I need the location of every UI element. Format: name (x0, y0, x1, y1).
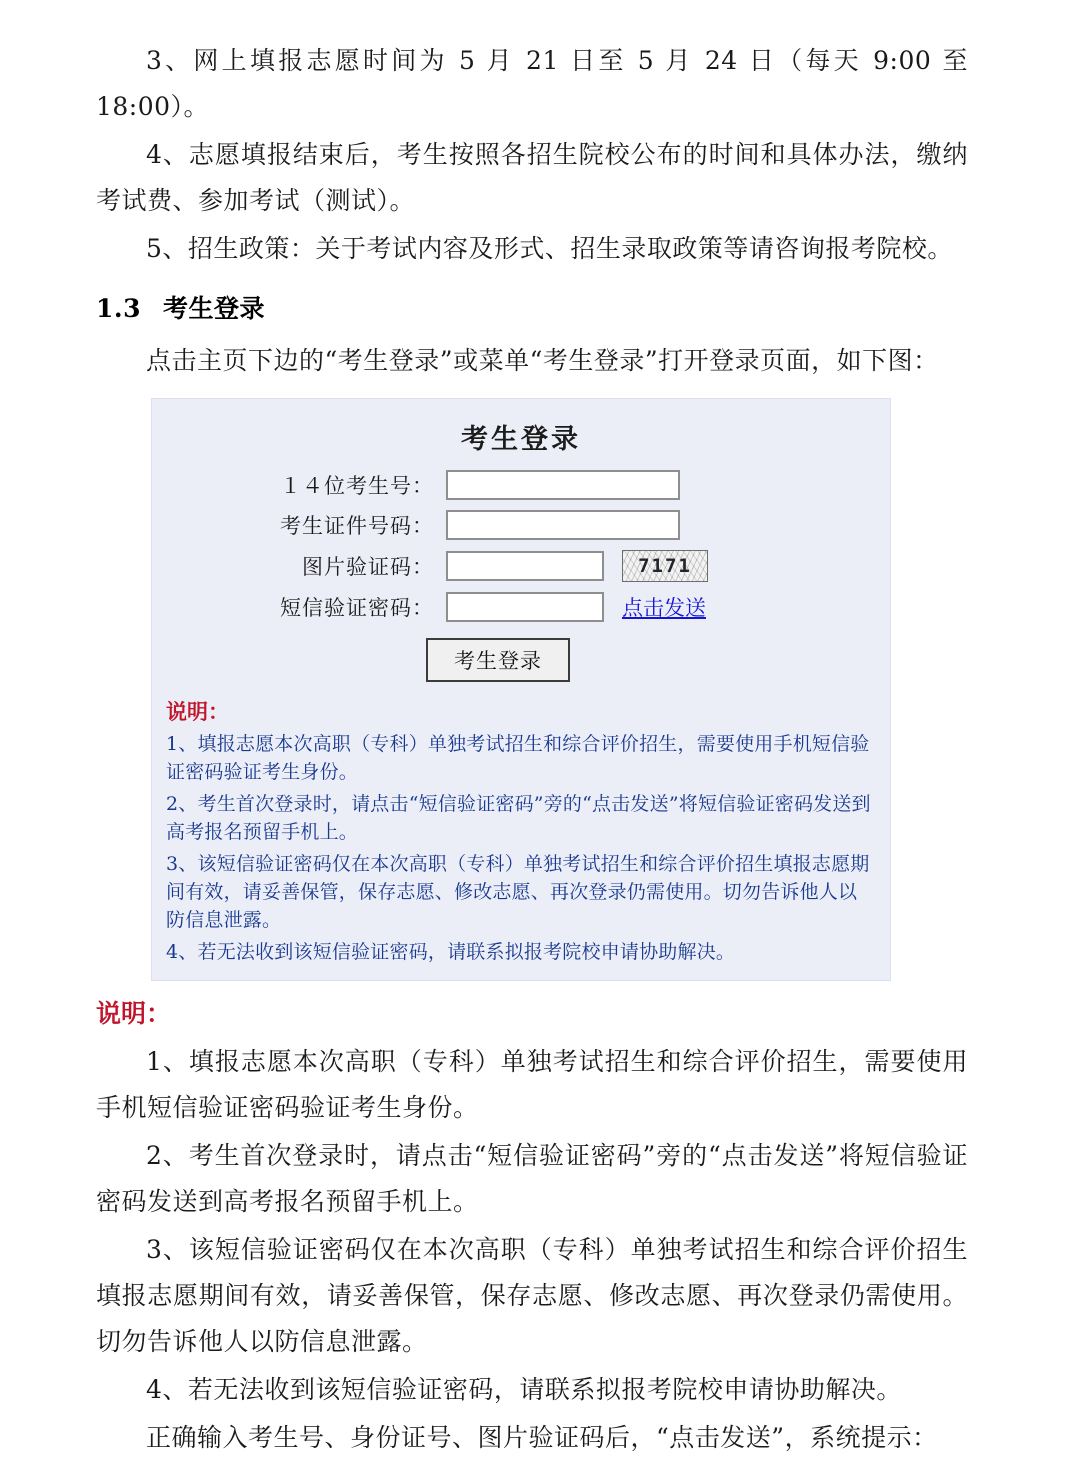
form-row-id-number (152, 510, 890, 540)
paragraph-item-4: 4、志愿填报结束后，考生按照各招生院校公布的时间和具体办法，缴纳考试费、参加考试（测试）。 (96, 140, 968, 215)
section-heading (96, 286, 968, 332)
figure-note-4: 4、若无法收到该短信验证密码，请联系拟报考院校申请协助解决。 (166, 941, 736, 963)
paragraph-item-3: 3、网上填报志愿时间为 5 月 21 日至 5 月 24 日（每天 9:00 至 18:00）。 (96, 46, 968, 121)
intro-paragraph: 点击主页下边的“考生登录”或菜单“考生登录”打开登录页面，如下图： (146, 346, 939, 375)
body-note-4: 4、若无法收到该短信验证密码，请联系拟报考院校申请协助解决。 (146, 1375, 902, 1404)
figure-note-3: 3、该短信验证密码仅在本次高职（专科）单独考试招生和综合评价招生填报志愿期间有效，请妥善保管，保存志愿、修改志愿、再次登录仍需使用。切勿告诉他人以防信息泄露。 (166, 853, 870, 931)
body-note-1: 1、填报志愿本次高职（专科）单独考试招生和综合评价招生，需要使用手机短信验证密码验证考生身份。 (96, 1047, 968, 1122)
label-student-number: １４位考生号： (280, 474, 434, 498)
body-note-label: 说明： (96, 999, 172, 1028)
student-number-input[interactable] (446, 470, 680, 500)
sms-code-input[interactable] (446, 592, 604, 622)
body-note-2: 2、考生首次登录时，请点击“短信验证密码”旁的“点击发送”将短信验证密码发送到高考报名预留手机上。 (96, 1141, 968, 1216)
captcha-image[interactable]: 7171 (622, 550, 708, 582)
closing-paragraph: 正确输入考生号、身份证号、图片验证码后，“点击发送”，系统提示： (146, 1423, 938, 1452)
label-id-number: 考生证件号码： (280, 514, 434, 538)
label-sms-code: 短信验证密码： (280, 596, 434, 620)
page-title: 考生登录 (163, 294, 266, 323)
student-login-button[interactable]: 考生登录 (426, 638, 570, 682)
document-content (96, 38, 968, 1463)
login-screenshot-figure (151, 398, 891, 981)
form-row-student-number (152, 470, 890, 500)
figure-note-1: 1、填报志愿本次高职（专科）单独考试招生和综合评价招生，需要使用手机短信验证密码验证考生身份。 (166, 733, 870, 783)
label-captcha: 图片验证码： (302, 555, 434, 579)
section-number: 1.3 (96, 294, 141, 323)
id-number-input[interactable] (446, 510, 680, 540)
form-row-sms-code (152, 592, 890, 622)
figure-note-2: 2、考生首次登录时，请点击“短信验证密码”旁的“点击发送”将短信验证密码发送到高考报名预留手机上。 (166, 793, 871, 843)
body-note-3: 3、该短信验证密码仅在本次高职（专科）单独考试招生和综合评价招生填报志愿期间有效，请妥善保管，保存志愿、修改志愿、再次登录仍需使用。切勿告诉他人以防信息泄露。 (96, 1235, 968, 1356)
figure-note-heading: 说明： (166, 699, 229, 724)
form-row-captcha (152, 550, 890, 582)
login-button-row (152, 638, 890, 682)
login-figure-title: 考生登录 (461, 424, 581, 455)
paragraph-item-5: 5、招生政策：关于考试内容及形式、招生录取政策等请咨询报考院校。 (146, 234, 953, 263)
captcha-input[interactable] (446, 551, 604, 581)
send-sms-link[interactable]: 点击发送 (622, 596, 706, 620)
